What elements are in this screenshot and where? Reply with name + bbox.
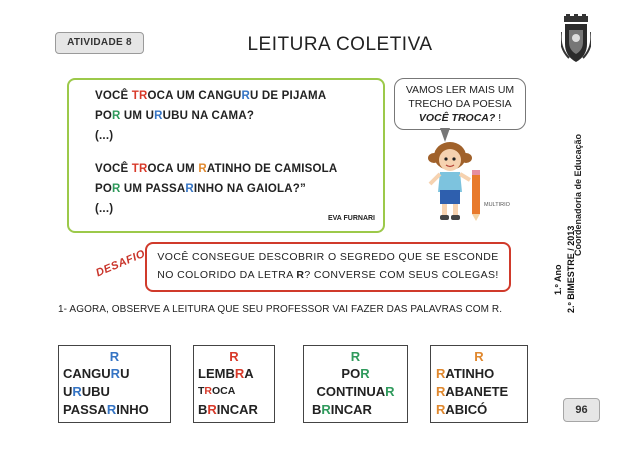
word-box xyxy=(303,345,408,423)
word: TROCA xyxy=(198,385,236,397)
word-box-header: R xyxy=(474,349,484,364)
word-box-header: R xyxy=(229,349,239,364)
challenge-box xyxy=(145,242,511,292)
challenge-line: VOCÊ CONSEGUE DESCOBRIR O SEGREDO QUE SE ESCONDE xyxy=(157,251,499,263)
page-title: LEITURA COLETIVA xyxy=(247,34,433,55)
word: RABANETE xyxy=(436,384,509,399)
girl-with-pencil-illustration xyxy=(420,140,500,222)
bubble-line: VOCÊ TROCA? ! xyxy=(418,112,502,124)
word: RATINHO xyxy=(436,366,495,381)
challenge-line: NO COLORIDO DA LETRA R? CONVERSE COM SEUS COLEGAS! xyxy=(157,269,499,281)
speech-bubble xyxy=(394,78,526,130)
word: URUBU xyxy=(63,384,110,399)
word-box xyxy=(430,345,528,423)
word-box-header: R xyxy=(109,349,120,364)
word: CONTINUAR xyxy=(316,384,395,399)
bubble-line: TRECHO DA POESIA xyxy=(408,98,512,110)
word: PASSARINHO xyxy=(63,402,149,417)
city-coat-of-arms-icon xyxy=(561,14,591,64)
term-label: 2.º BIMESTRE / 2013 xyxy=(566,225,576,313)
word: LEMBRA xyxy=(198,366,254,381)
poem-line: POR UM PASSARINHO NA GAIOLA?” xyxy=(95,183,306,195)
poem-author: EVA FURNARI xyxy=(327,215,375,222)
activity-badge: ATIVIDADE 8 xyxy=(55,32,144,54)
poem-box xyxy=(67,78,385,233)
bubble-line: VAMOS LER MAIS UM xyxy=(405,84,515,96)
poem-line: (...) xyxy=(95,130,114,142)
poem-line: POR UM URUBU NA CAMA? xyxy=(95,110,255,122)
word: POR xyxy=(341,366,370,381)
poem-line: VOCÊ TROCA UM CANGURU DE PIJAMA xyxy=(95,90,327,102)
illustration-credit: MULTIRIO xyxy=(484,202,510,208)
word-box-header: R xyxy=(350,349,361,364)
word: RABICÓ xyxy=(436,402,488,417)
sidebar xyxy=(547,0,638,451)
instruction-text: 1- AGORA, OBSERVE A LEITURA QUE SEU PROFESSOR VAI FAZER DAS PALAVRAS COM R. xyxy=(58,304,503,315)
word: BRINCAR xyxy=(198,402,258,417)
word-box xyxy=(193,345,275,423)
desafio-tag: DESAFIO xyxy=(94,247,148,280)
grade-term xyxy=(549,225,589,315)
page-number: 96 xyxy=(563,398,600,422)
department-label: Coordenadoria de Educação xyxy=(573,133,583,257)
poem-line: VOCÊ TROCA UM RATINHO DE CAMISOLA xyxy=(95,163,338,175)
poem-line: (...) xyxy=(95,203,114,215)
grade-label: 1.º Ano xyxy=(553,264,563,295)
word: CANGURU xyxy=(63,366,130,381)
word-box xyxy=(58,345,171,423)
word: BRINCAR xyxy=(312,402,372,417)
